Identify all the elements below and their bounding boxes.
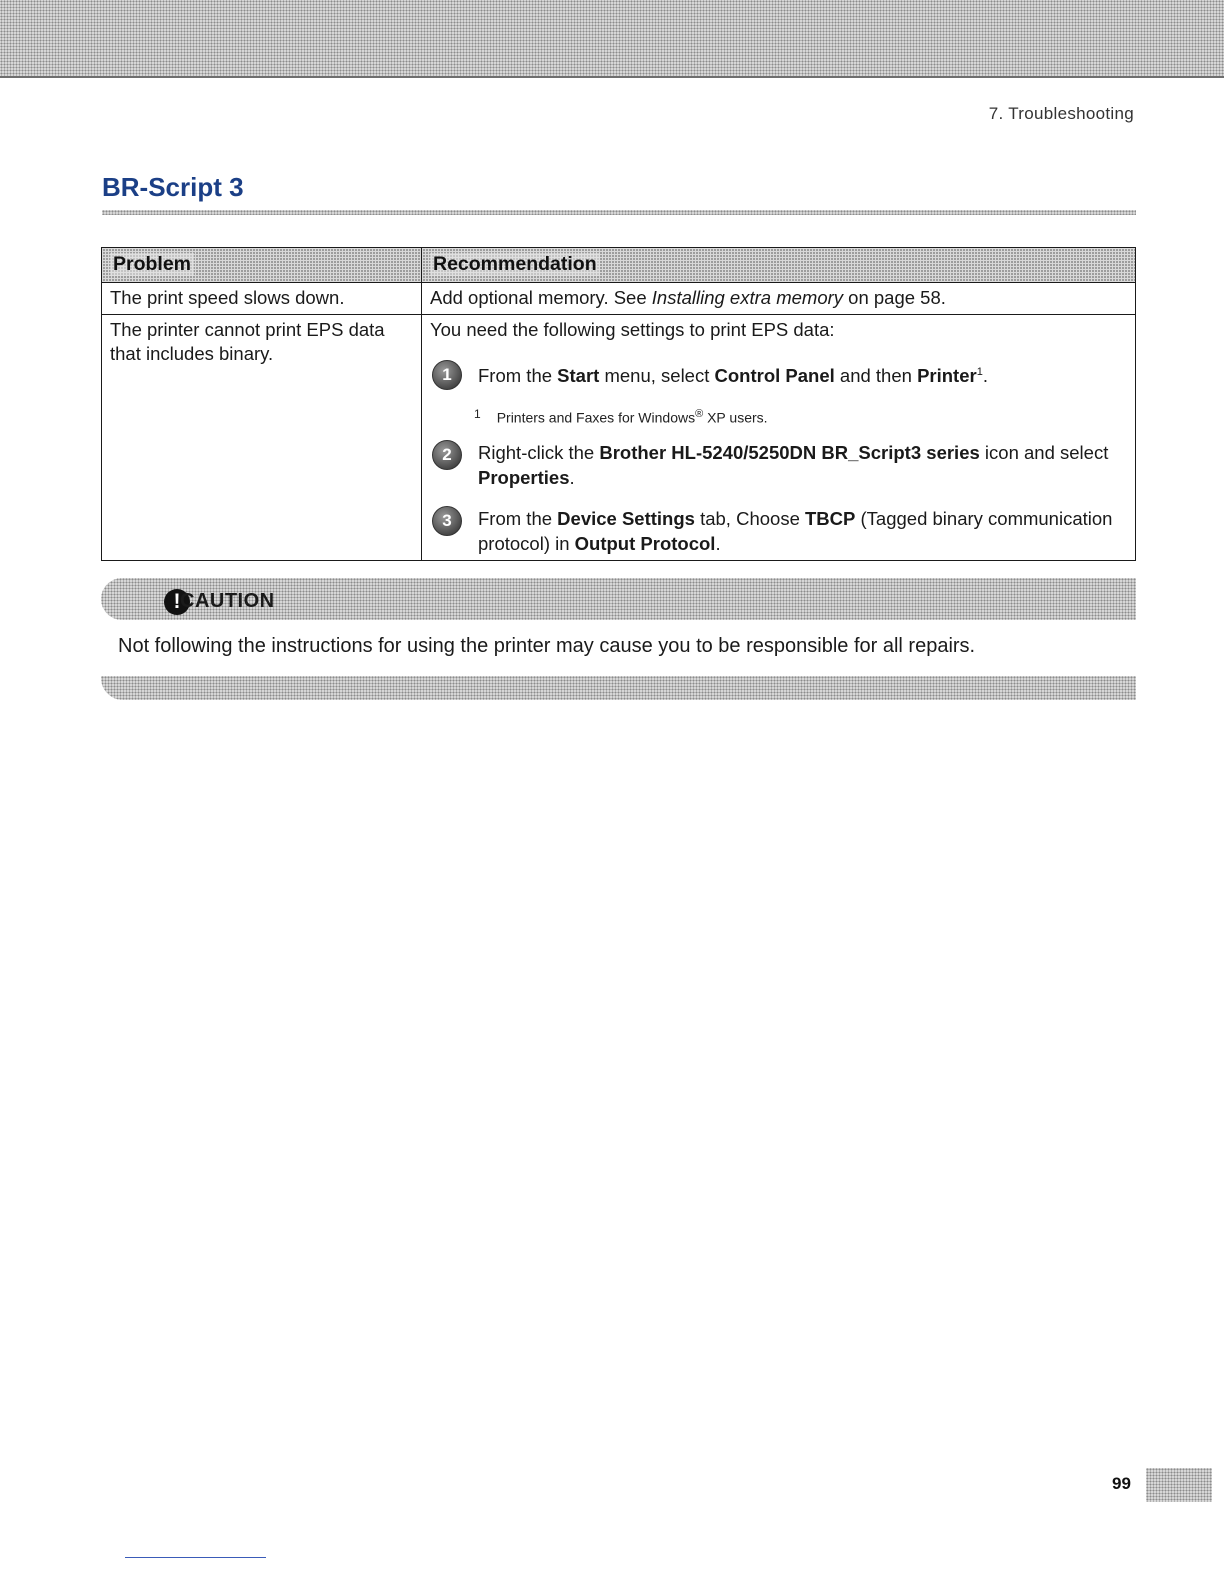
caution-text: Not following the instructions for using the printer may cause you to be responsible for all repairs. xyxy=(118,635,976,657)
footer-rule xyxy=(125,1557,266,1558)
step-text: Right-click the Brother HL-5240/5250DN BR_Script3 series icon and select Properties. xyxy=(478,441,1109,488)
chapter-header: 7. Troubleshooting xyxy=(988,104,1134,123)
caution-label: CAUTION xyxy=(180,590,275,612)
recommendation-text: Add optional memory. See xyxy=(430,287,652,308)
table-row xyxy=(102,315,1136,561)
step-number-1-icon: 1 xyxy=(432,360,462,390)
table-row xyxy=(102,283,1136,315)
page-number: 99 xyxy=(1112,1474,1131,1493)
step-number-3-icon: 3 xyxy=(432,506,462,536)
cross-reference-link[interactable]: Installing extra memory xyxy=(651,287,844,308)
page-tab xyxy=(1146,1468,1212,1502)
step-item xyxy=(430,506,1127,556)
caution-bottom-band xyxy=(101,676,1136,700)
step-item xyxy=(430,440,1127,490)
steps-list xyxy=(430,342,1127,556)
section-title-rule xyxy=(102,210,1136,215)
column-header-recommendation: Recommendation xyxy=(422,248,1136,283)
footnote-marker: 1 xyxy=(976,366,983,378)
step-item xyxy=(430,360,1127,390)
recommendation-cell xyxy=(422,315,1136,561)
problem-cell: The printer cannot print EPS data that includes binary. xyxy=(102,315,422,561)
footnote: 1 Printers and Faxes for Windows® XP users. xyxy=(474,407,768,426)
header-rule xyxy=(0,76,1224,78)
troubleshooting-table xyxy=(101,247,1136,561)
recommendation-text: on page 58. xyxy=(843,287,946,308)
step-text: From the Device Settings tab, Choose TBCP (Tagged binary communication protocol) in Output Protocol. xyxy=(478,507,1113,554)
recommendation-intro: You need the following settings to print EPS data: xyxy=(430,319,835,340)
exclamation-icon: ! xyxy=(164,589,190,615)
section-title: BR-Script 3 xyxy=(102,172,244,202)
step-text: From the Start menu, select Control Panel and then Printer$^1$. xyxy=(478,365,988,387)
step-number-2-icon: 2 xyxy=(432,440,462,470)
recommendation-cell xyxy=(422,283,1136,315)
table-header-row xyxy=(102,248,1136,283)
problem-cell: The print speed slows down. xyxy=(102,283,422,315)
header-pattern-band xyxy=(0,0,1224,76)
column-header-problem: Problem xyxy=(102,248,422,283)
